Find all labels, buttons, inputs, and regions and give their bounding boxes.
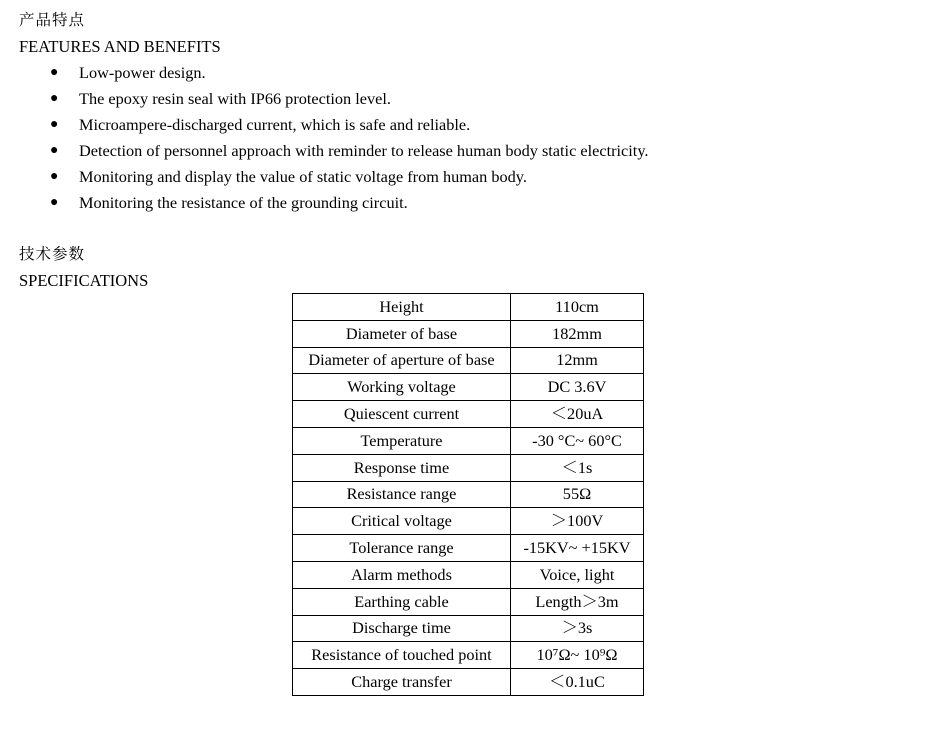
value-cell: 55Ω — [511, 481, 644, 508]
feature-text: Microampere-discharged current, which is safe and reliable. — [79, 115, 471, 134]
bullet-icon: ● — [50, 117, 59, 132]
table-row — [293, 427, 644, 454]
bullet-icon: ● — [50, 143, 59, 158]
value-cell: ＞100V — [511, 508, 644, 535]
param-cell: Critical voltage — [293, 508, 511, 535]
feature-text: Low-power design. — [79, 63, 206, 82]
list-item — [0, 114, 648, 140]
table-row — [293, 561, 644, 588]
param-cell: Resistance range — [293, 481, 511, 508]
param-cell: Tolerance range — [293, 535, 511, 562]
list-item — [0, 62, 648, 88]
table-row — [293, 535, 644, 562]
param-cell: Response time — [293, 454, 511, 481]
value-cell: ＞3s — [511, 615, 644, 642]
value-cell: ＜1s — [511, 454, 644, 481]
features-heading-cn: 产品特点 — [19, 11, 86, 29]
value-cell: Voice, light — [511, 561, 644, 588]
table-row — [293, 642, 644, 669]
feature-text: The epoxy resin seal with IP66 protection level. — [79, 89, 391, 108]
bullet-icon: ● — [50, 169, 59, 184]
list-item — [0, 192, 648, 218]
table-row — [293, 294, 644, 321]
param-cell: Diameter of base — [293, 320, 511, 347]
table-row — [293, 508, 644, 535]
value-cell: -15KV~ +15KV — [511, 535, 644, 562]
list-item — [0, 140, 648, 166]
value-cell: 182mm — [511, 320, 644, 347]
table-row — [293, 454, 644, 481]
bullet-icon: ● — [50, 91, 59, 106]
list-item — [0, 88, 648, 114]
specifications-table — [292, 293, 644, 696]
features-list — [0, 62, 648, 218]
value-cell: Length＞3m — [511, 588, 644, 615]
param-cell: Resistance of touched point — [293, 642, 511, 669]
value-cell: -30 °C~ 60°C — [511, 427, 644, 454]
value-cell: 10⁷Ω~ 10⁹Ω — [511, 642, 644, 669]
param-cell: Earthing cable — [293, 588, 511, 615]
table-row — [293, 588, 644, 615]
table-row — [293, 401, 644, 428]
table-row — [293, 615, 644, 642]
table-row — [293, 481, 644, 508]
list-item — [0, 166, 648, 192]
param-cell: Quiescent current — [293, 401, 511, 428]
feature-text: Detection of personnel approach with reminder to release human body static electricity. — [79, 141, 649, 160]
bullet-icon: ● — [50, 65, 59, 80]
param-cell: Alarm methods — [293, 561, 511, 588]
feature-text: Monitoring the resistance of the grounding circuit. — [79, 193, 408, 212]
table-row — [293, 347, 644, 374]
value-cell: 110cm — [511, 294, 644, 321]
specifications-heading-cn: 技术参数 — [19, 245, 86, 263]
value-cell: ＜0.1uC — [511, 669, 644, 696]
feature-text: Monitoring and display the value of static voltage from human body. — [79, 167, 527, 186]
features-heading-en: FEATURES AND BENEFITS — [19, 37, 221, 56]
table-row — [293, 374, 644, 401]
table-row — [293, 669, 644, 696]
param-cell: Discharge time — [293, 615, 511, 642]
param-cell: Working voltage — [293, 374, 511, 401]
param-cell: Charge transfer — [293, 669, 511, 696]
bullet-icon: ● — [50, 195, 59, 210]
value-cell: ＜20uA — [511, 401, 644, 428]
specifications-heading-en: SPECIFICATIONS — [19, 271, 149, 290]
param-cell: Diameter of aperture of base — [293, 347, 511, 374]
param-cell: Height — [293, 294, 511, 321]
param-cell: Temperature — [293, 427, 511, 454]
value-cell: 12mm — [511, 347, 644, 374]
value-cell: DC 3.6V — [511, 374, 644, 401]
table-row — [293, 320, 644, 347]
